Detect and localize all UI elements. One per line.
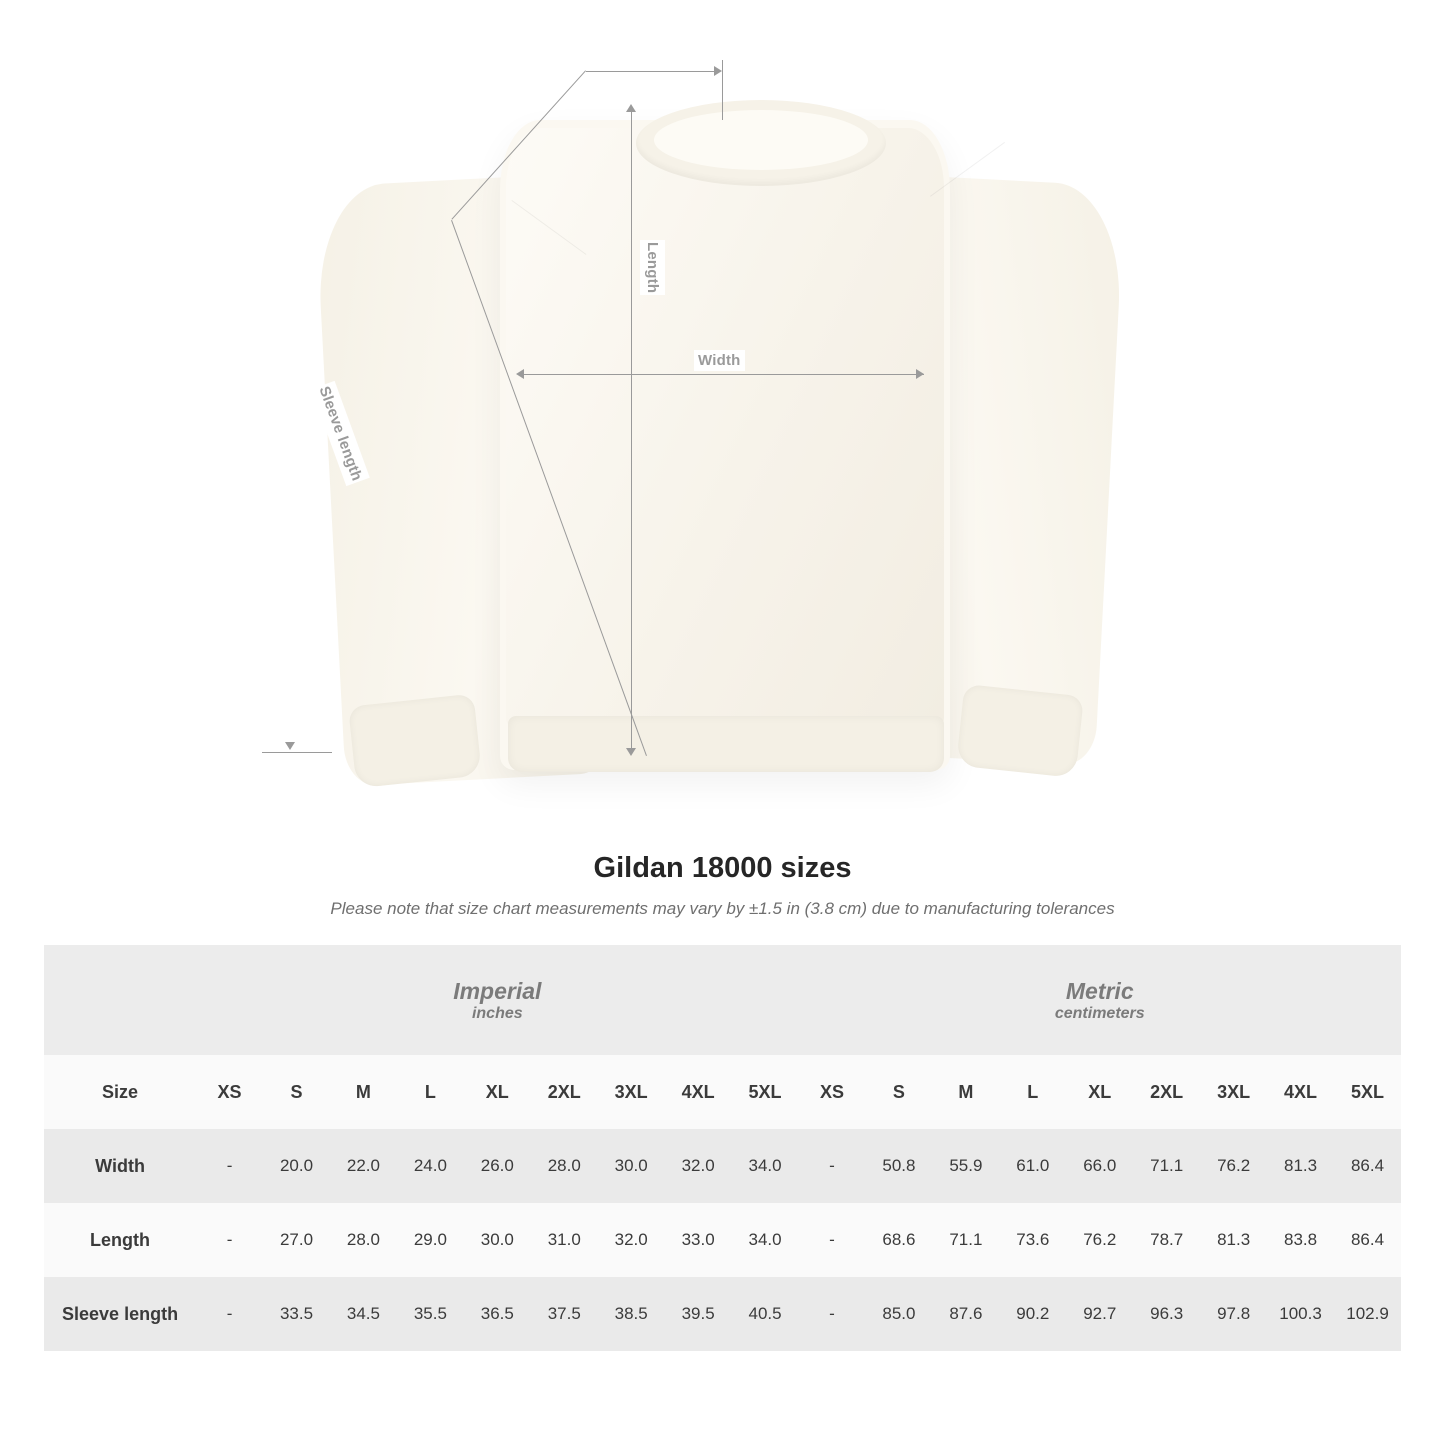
cell-sleeve-14: 96.3 [1133,1277,1200,1351]
cell-width-15: 76.2 [1200,1129,1267,1203]
cell-sleeve-13: 92.7 [1066,1277,1133,1351]
cell-length-6: 32.0 [598,1203,665,1277]
cell-length-12: 73.6 [999,1203,1066,1277]
length-label: Length [640,240,665,295]
size-col-4xl-imperial: 4XL [665,1055,732,1129]
garment-body-shading [506,128,944,728]
cell-width-8: 34.0 [732,1129,799,1203]
size-col-3xl-metric: 3XL [1200,1055,1267,1129]
collar-inner [654,110,868,170]
cell-sleeve-4: 36.5 [464,1277,531,1351]
table-row [44,1277,1401,1351]
cell-width-12: 61.0 [999,1129,1066,1203]
length-arrow-top [626,104,636,112]
cell-length-15: 81.3 [1200,1203,1267,1277]
unit-group-imperial [196,945,798,1055]
size-col-m-metric: M [932,1055,999,1129]
unit-system-imperial: Imperial [453,977,542,1004]
cell-sleeve-15: 97.8 [1200,1277,1267,1351]
cell-sleeve-7: 39.5 [665,1277,732,1351]
cell-sleeve-0: - [196,1277,263,1351]
cell-width-17: 86.4 [1334,1129,1401,1203]
size-col-2xl-metric: 2XL [1133,1055,1200,1129]
size-col-4xl-metric: 4XL [1267,1055,1334,1129]
cell-sleeve-11: 87.6 [932,1277,999,1351]
unit-header-row [44,945,1401,1055]
size-col-xs-metric: XS [799,1055,866,1129]
table-row [44,1129,1401,1203]
cell-length-7: 33.0 [665,1203,732,1277]
cell-sleeve-12: 90.2 [999,1277,1066,1351]
width-measure-line [524,374,924,375]
cell-length-3: 29.0 [397,1203,464,1277]
chart-tolerance-note: Please note that size chart measurements may vary by ±1.5 in (3.8 cm) due to manufacturing tolerances [330,899,1115,918]
width-arrow-left [516,369,524,379]
cell-width-0: - [196,1129,263,1203]
size-col-l-imperial: L [397,1055,464,1129]
cell-width-14: 71.1 [1133,1129,1200,1203]
cell-width-16: 81.3 [1267,1129,1334,1203]
cell-sleeve-10: 85.0 [865,1277,932,1351]
size-chart-table-wrapper [0,945,1445,1351]
size-col-xs-imperial: XS [196,1055,263,1129]
unit-header-spacer [44,945,196,1055]
cell-sleeve-3: 35.5 [397,1277,464,1351]
cell-length-11: 71.1 [932,1203,999,1277]
cell-length-4: 30.0 [464,1203,531,1277]
size-col-l-metric: L [999,1055,1066,1129]
unit-name-imperial: inches [471,1005,523,1023]
chart-title: Gildan 18000 sizes [593,852,852,884]
size-header-row [44,1055,1401,1129]
size-header-label: Size [44,1055,196,1129]
row-label-length: Length [44,1203,196,1277]
size-col-m-imperial: M [330,1055,397,1129]
sleeve-tick-vertical [722,60,723,120]
size-col-5xl-imperial: 5XL [732,1055,799,1129]
width-arrow-right [916,369,924,379]
cell-length-13: 76.2 [1066,1203,1133,1277]
cell-sleeve-6: 38.5 [598,1277,665,1351]
table-row [44,1203,1401,1277]
sleeve-top-line [586,71,720,72]
unit-name-metric: centimeters [1054,1005,1145,1023]
size-chart-table [44,945,1401,1351]
cell-length-9: - [799,1203,866,1277]
cell-width-2: 22.0 [330,1129,397,1203]
cell-sleeve-17: 102.9 [1334,1277,1401,1351]
cell-sleeve-16: 100.3 [1267,1277,1334,1351]
cell-length-17: 86.4 [1334,1203,1401,1277]
unit-group-metric [799,945,1401,1055]
size-col-xl-imperial: XL [464,1055,531,1129]
sleeve-bottom-tick [262,752,332,753]
size-col-s-imperial: S [263,1055,330,1129]
cell-length-16: 83.8 [1267,1203,1334,1277]
left-cuff [348,694,482,789]
row-label-sleeve-length: Sleeve length [44,1277,196,1351]
cell-length-1: 27.0 [263,1203,330,1277]
size-col-2xl-imperial: 2XL [531,1055,598,1129]
cell-sleeve-2: 34.5 [330,1277,397,1351]
size-col-5xl-metric: 5XL [1334,1055,1401,1129]
cell-width-6: 30.0 [598,1129,665,1203]
cell-width-9: - [799,1129,866,1203]
sleeve-arrow-bottom [285,742,295,750]
cell-length-10: 68.6 [865,1203,932,1277]
length-measure-line [631,112,632,752]
row-label-width: Width [44,1129,196,1203]
cell-width-4: 26.0 [464,1129,531,1203]
cell-length-5: 31.0 [531,1203,598,1277]
size-col-xl-metric: XL [1066,1055,1133,1129]
cell-width-1: 20.0 [263,1129,330,1203]
sleeve-arrow-top [714,66,722,76]
cell-sleeve-9: - [799,1277,866,1351]
size-col-s-metric: S [865,1055,932,1129]
cell-width-13: 66.0 [1066,1129,1133,1203]
sleeve-length-label: Sleeve length [311,381,370,487]
size-col-3xl-imperial: 3XL [598,1055,665,1129]
cell-width-7: 32.0 [665,1129,732,1203]
cell-length-14: 78.7 [1133,1203,1200,1277]
cell-sleeve-8: 40.5 [732,1277,799,1351]
cell-length-2: 28.0 [330,1203,397,1277]
cell-width-5: 28.0 [531,1129,598,1203]
cell-width-10: 50.8 [865,1129,932,1203]
cell-length-0: - [196,1203,263,1277]
unit-system-metric: Metric [1065,977,1134,1004]
cell-sleeve-5: 37.5 [531,1277,598,1351]
cell-length-8: 34.0 [732,1203,799,1277]
cell-width-3: 24.0 [397,1129,464,1203]
right-cuff [956,684,1084,778]
length-arrow-bottom [626,748,636,756]
garment-hem [508,716,944,772]
width-label: Width [694,350,745,371]
cell-sleeve-1: 33.5 [263,1277,330,1351]
cell-width-11: 55.9 [932,1129,999,1203]
